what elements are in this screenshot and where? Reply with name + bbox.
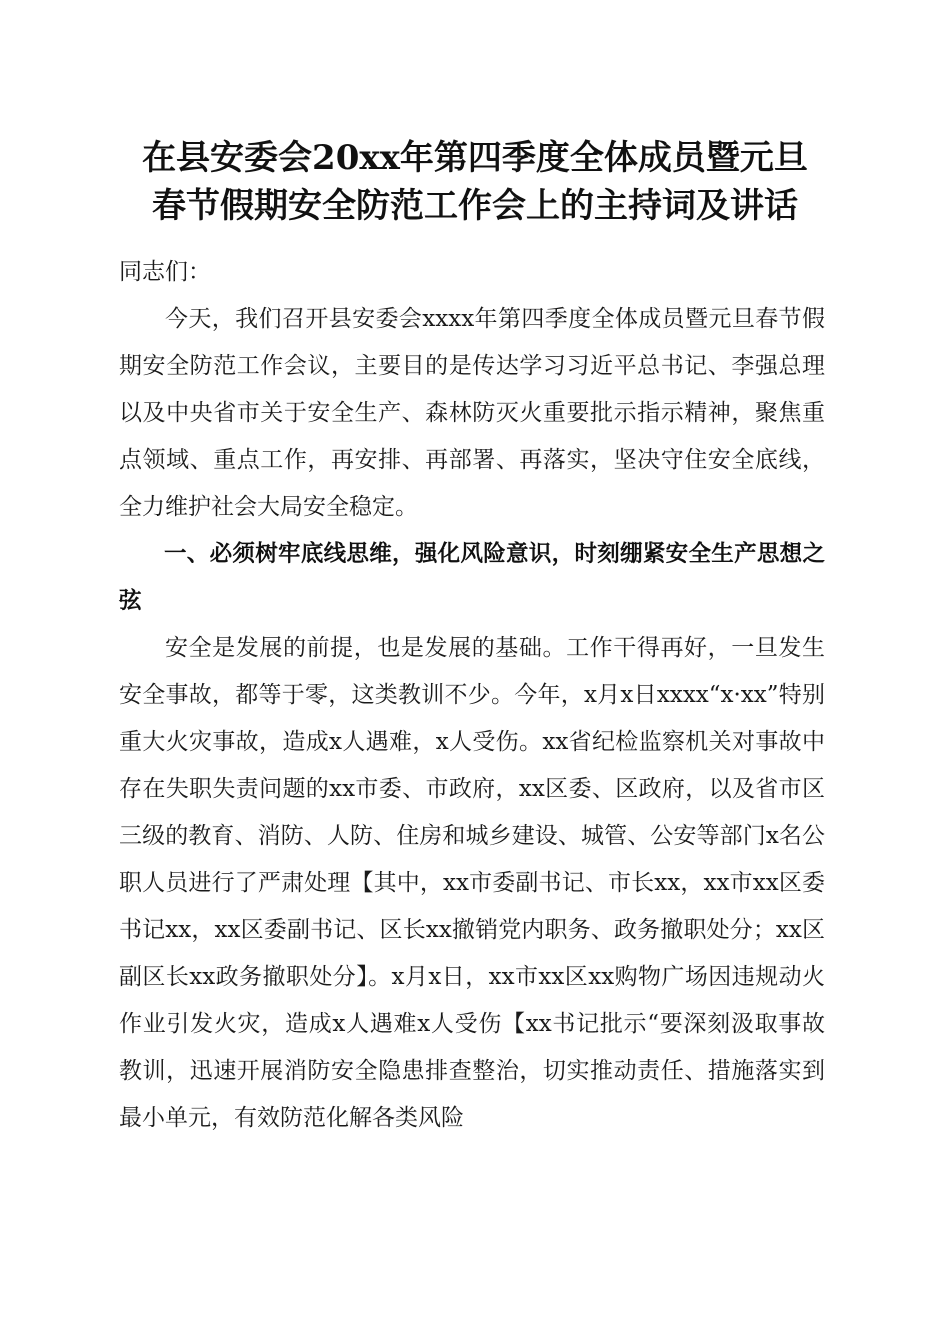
intro-paragraph: 今天，我们召开县安委会xxxx年第四季度全体成员暨元旦春节假期安全防范工作会议，主要目的是传达学习习近平总书记、李强总理以及中央省市关于安全生产、森林防灭火重要批示指示精神，聚焦重点领域、重点工作，再安排、再部署、再落实，坚决守住安全底线，全力维护社会大局安全稳定。	[119, 306, 825, 520]
document-body	[119, 249, 825, 1142]
section-heading-1: 一、必须树牢底线思维，强化风险意识，时刻绷紧安全生产思想之弦	[119, 541, 825, 614]
document-title	[100, 134, 850, 230]
salutation: 同志们：	[119, 259, 211, 285]
title-line-2: 春节假期安全防范工作会上的主持词及讲话	[152, 186, 798, 226]
title-line-1: 在县安委会20xx年第四季度全体成员暨元旦	[142, 138, 808, 178]
section-1-paragraph: 安全是发展的前提，也是发展的基础。工作干得再好，一旦发生安全事故，都等于零，这类教训不少。今年，x月x日xxxx“x·xx”特别重大火灾事故，造成x人遇难，x人受伤。xx省纪检监察机关对事故中存在失职失责问题的xx市委、市政府，xx区委、区政府，以及省市区三级的教育、消防、人防、住房和城乡建设、城管、公安等部门x名公职人员进行了严肃处理【其中，xx市委副书记、市长xx，xx市xx区委书记xx，xx区委副书记、区长xx撤销党内职务、政务撤职处分；xx区副区长xx政务撤职处分】。x月x日，xx市xx区xx购物广场因违规动火作业引发火灾，造成x人遇难x人受伤【xx书记批示“要深刻汲取事故教训，迅速开展消防安全隐患排查整治，切实推动责任、措施落实到最小单元，有效防范化解各类风险	[119, 635, 825, 1131]
